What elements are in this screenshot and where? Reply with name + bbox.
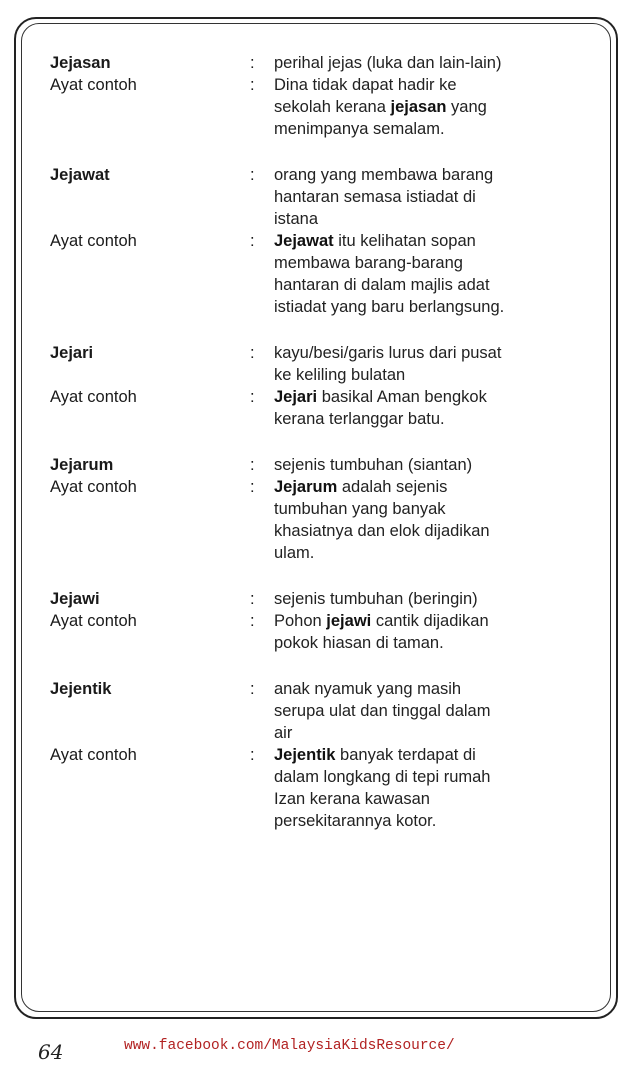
example-line: menimpanya semalam. bbox=[274, 120, 445, 138]
dictionary-entry bbox=[50, 342, 596, 430]
entry-term: Jejentik bbox=[50, 680, 112, 698]
definition-row bbox=[50, 588, 596, 610]
colon-separator: : bbox=[250, 232, 255, 250]
example-line: khasiatnya dan elok dijadikan bbox=[274, 522, 490, 540]
example-row bbox=[50, 476, 596, 564]
headword-highlight: Jejentik bbox=[274, 746, 336, 764]
colon-separator: : bbox=[250, 54, 255, 72]
colon-separator: : bbox=[250, 746, 255, 764]
example-line: istiadat yang baru berlangsung. bbox=[274, 298, 505, 316]
example-line: dalam longkang di tepi rumah bbox=[274, 768, 491, 786]
example-line: Jejarum adalah sejenis bbox=[274, 478, 448, 496]
example-label: Ayat contoh bbox=[50, 478, 137, 496]
colon-separator: : bbox=[250, 456, 255, 474]
meaning-line: serupa ulat dan tinggal dalam bbox=[274, 702, 491, 720]
headword-highlight: Jejarum bbox=[274, 478, 338, 496]
definition-row bbox=[50, 52, 596, 74]
example-sentence bbox=[274, 230, 596, 318]
example-row bbox=[50, 230, 596, 318]
example-line: Izan kerana kawasan bbox=[274, 790, 430, 808]
example-line: Jejentik banyak terdapat di bbox=[274, 746, 476, 764]
definition-row bbox=[50, 454, 596, 476]
headword-highlight: jejasan bbox=[390, 98, 447, 116]
colon-separator: : bbox=[250, 166, 255, 184]
entry-meaning bbox=[274, 678, 596, 744]
meaning-line: perihal jejas (luka dan lain-lain) bbox=[274, 54, 502, 72]
entry-term: Jejawi bbox=[50, 590, 100, 608]
dictionary-entry bbox=[50, 678, 596, 832]
meaning-line: kayu/besi/garis lurus dari pusat bbox=[274, 344, 502, 362]
example-sentence bbox=[274, 476, 596, 564]
meaning-line: orang yang membawa barang bbox=[274, 166, 494, 184]
example-sentence bbox=[274, 74, 596, 140]
example-sentence bbox=[274, 610, 596, 654]
example-label: Ayat contoh bbox=[50, 388, 137, 406]
meaning-line: hantaran semasa istiadat di bbox=[274, 188, 476, 206]
colon-separator: : bbox=[250, 612, 255, 630]
definition-row bbox=[50, 678, 596, 744]
example-line: kerana terlanggar batu. bbox=[274, 410, 445, 428]
example-line: tumbuhan yang banyak bbox=[274, 500, 446, 518]
headword-highlight: Jejari bbox=[274, 388, 318, 406]
dictionary-entries bbox=[50, 52, 596, 856]
example-sentence bbox=[274, 744, 596, 832]
page-number: 64 bbox=[38, 1040, 64, 1064]
definition-row bbox=[50, 342, 596, 386]
headword-highlight: jejawi bbox=[326, 612, 372, 630]
entry-term: Jejari bbox=[50, 344, 94, 362]
meaning-line: air bbox=[274, 724, 293, 742]
dictionary-entry bbox=[50, 52, 596, 140]
example-line: Dina tidak dapat hadir ke bbox=[274, 76, 457, 94]
entry-meaning bbox=[274, 454, 596, 476]
example-line: Pohon jejawi cantik dijadikan bbox=[274, 612, 489, 630]
colon-separator: : bbox=[250, 478, 255, 496]
headword-highlight: Jejawat bbox=[274, 232, 334, 250]
example-line: Jejari basikal Aman bengkok bbox=[274, 388, 487, 406]
source-credit: www.facebook.com/MalaysiaKidsResource/ bbox=[124, 1038, 455, 1054]
meaning-line: istana bbox=[274, 210, 319, 228]
example-line: Jejawat itu kelihatan sopan bbox=[274, 232, 476, 250]
entry-term: Jejasan bbox=[50, 54, 111, 72]
dictionary-entry bbox=[50, 164, 596, 318]
entry-meaning bbox=[274, 164, 596, 230]
entry-meaning bbox=[274, 52, 596, 74]
example-row bbox=[50, 74, 596, 140]
example-label: Ayat contoh bbox=[50, 746, 137, 764]
example-row bbox=[50, 610, 596, 654]
dictionary-entry bbox=[50, 454, 596, 564]
example-row bbox=[50, 744, 596, 832]
colon-separator: : bbox=[250, 344, 255, 362]
example-line: hantaran di dalam majlis adat bbox=[274, 276, 490, 294]
meaning-line: sejenis tumbuhan (beringin) bbox=[274, 590, 478, 608]
entry-meaning bbox=[274, 342, 596, 386]
example-line: pokok hiasan di taman. bbox=[274, 634, 444, 652]
entry-term: Jejawat bbox=[50, 166, 110, 184]
example-line: ulam. bbox=[274, 544, 315, 562]
entry-meaning bbox=[274, 588, 596, 610]
meaning-line: sejenis tumbuhan (siantan) bbox=[274, 456, 473, 474]
colon-separator: : bbox=[250, 388, 255, 406]
example-line: sekolah kerana jejasan yang bbox=[274, 98, 487, 116]
colon-separator: : bbox=[250, 76, 255, 94]
definition-row bbox=[50, 164, 596, 230]
example-line: membawa barang-barang bbox=[274, 254, 463, 272]
colon-separator: : bbox=[250, 680, 255, 698]
example-line: persekitarannya kotor. bbox=[274, 812, 437, 830]
colon-separator: : bbox=[250, 590, 255, 608]
meaning-line: ke keliling bulatan bbox=[274, 366, 406, 384]
example-label: Ayat contoh bbox=[50, 76, 137, 94]
example-sentence bbox=[274, 386, 596, 430]
example-row bbox=[50, 386, 596, 430]
meaning-line: anak nyamuk yang masih bbox=[274, 680, 462, 698]
dictionary-entry bbox=[50, 588, 596, 654]
example-label: Ayat contoh bbox=[50, 232, 137, 250]
entry-term: Jejarum bbox=[50, 456, 114, 474]
example-label: Ayat contoh bbox=[50, 612, 137, 630]
